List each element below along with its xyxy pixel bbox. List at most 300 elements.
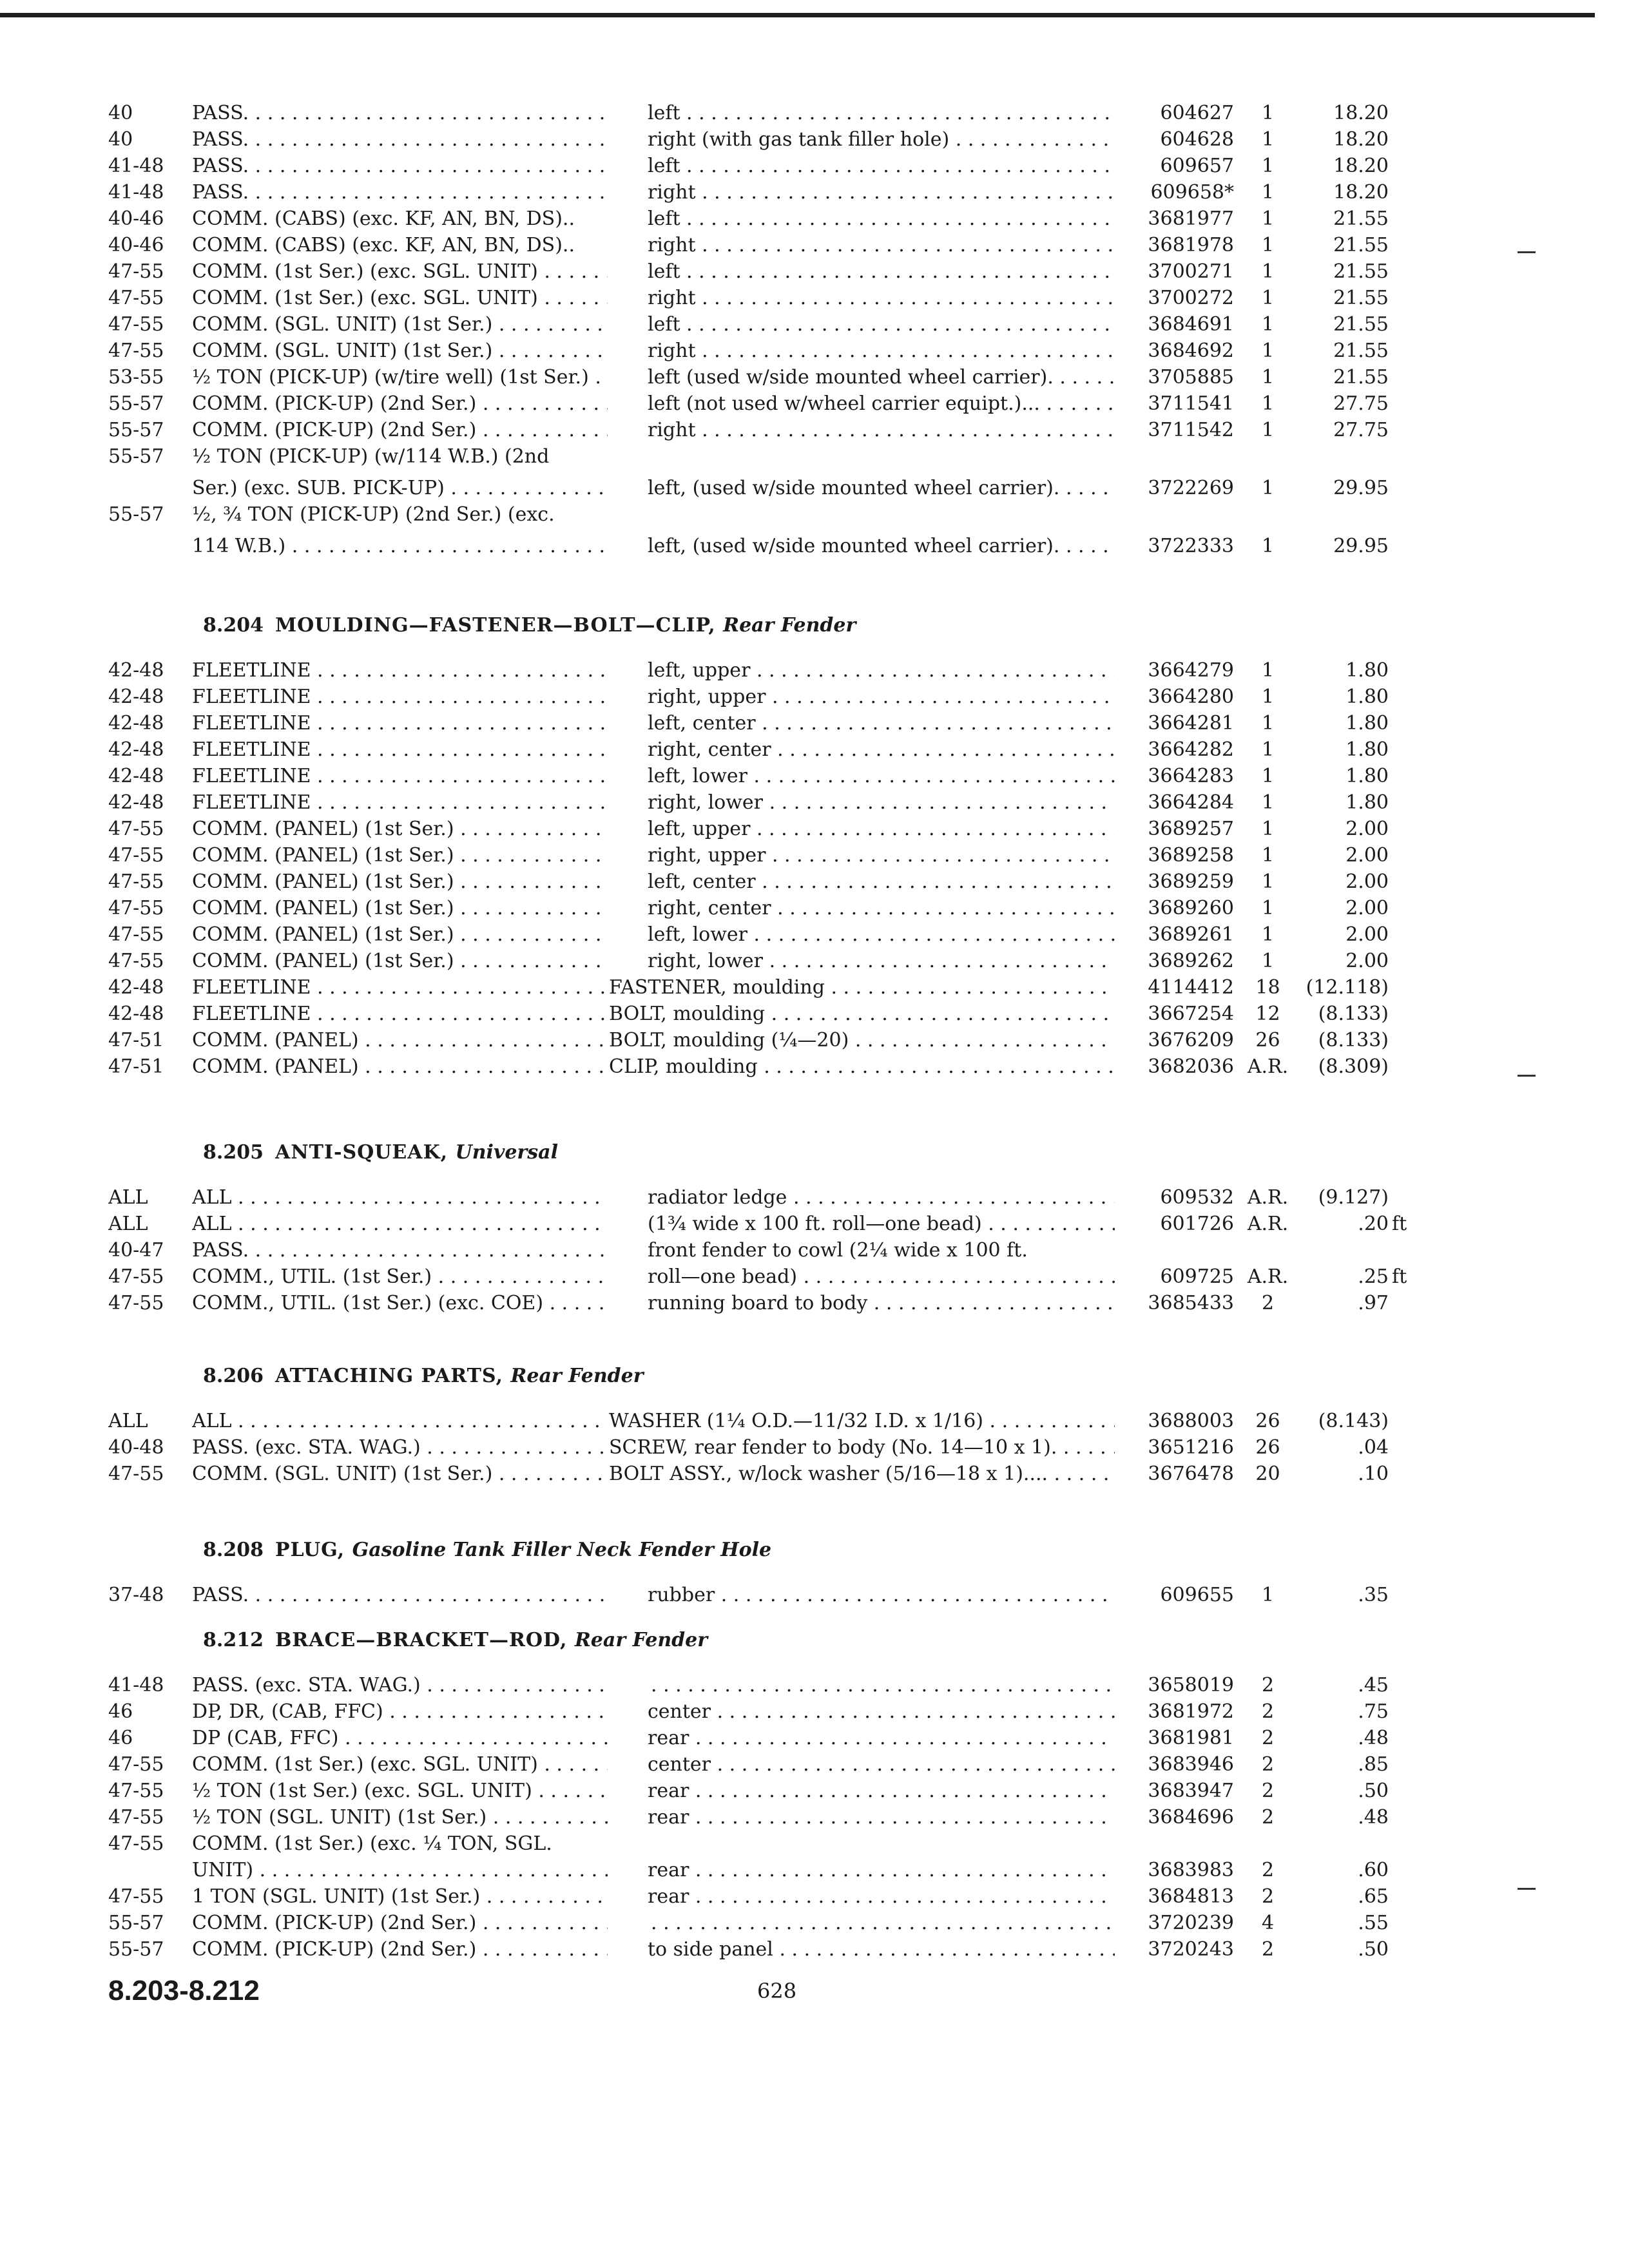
section-subtitle: Universal <box>455 1141 558 1164</box>
model-text: PASS. <box>192 181 249 204</box>
model-text: COMM. (PANEL) (1st Ser.) <box>192 923 454 946</box>
model-application <box>192 736 608 764</box>
leader-dots <box>454 818 608 840</box>
model-year: 55-57 <box>108 445 164 468</box>
price: .20 <box>1358 1213 1389 1235</box>
model-year: 47-55 <box>108 1885 164 1908</box>
description <box>648 657 1115 684</box>
model-text: DP (CAB, FFC) <box>192 1727 339 1749</box>
part-number: 3664284 <box>1148 791 1234 814</box>
model-text: PASS. <box>192 102 249 124</box>
model-application <box>192 684 608 711</box>
leader-dots <box>311 1003 608 1025</box>
model-text: 114 W.B.) <box>192 535 286 557</box>
quantity: 1 <box>1261 419 1275 441</box>
description <box>609 1408 1115 1435</box>
price: 1.80 <box>1345 791 1389 814</box>
quantity: 2 <box>1261 1859 1275 1881</box>
leader-dots <box>696 287 1115 309</box>
leader-dots <box>983 1410 1115 1432</box>
model-text: COMM. (PANEL) (1st Ser.) <box>192 870 454 893</box>
price-unit: ft <box>1392 1213 1407 1235</box>
table-row <box>0 206 1629 233</box>
description-text: right, center <box>648 738 771 761</box>
price: 2.00 <box>1345 818 1389 840</box>
description-text: center <box>648 1700 711 1723</box>
leader-dots <box>232 1410 608 1432</box>
description-text: left <box>648 102 680 124</box>
model-application <box>192 763 608 790</box>
table-row <box>0 763 1629 790</box>
description-text: CLIP, moulding <box>609 1055 758 1078</box>
model-year: 40 <box>108 102 133 124</box>
description-text: left, upper <box>648 659 751 682</box>
model-year: 47-55 <box>108 923 164 946</box>
model-year: ALL <box>108 1410 148 1432</box>
table-row <box>0 258 1629 285</box>
leader-dots <box>756 870 1115 893</box>
model-year: 47-55 <box>108 313 164 336</box>
model-text: PASS. <box>192 1584 249 1606</box>
description <box>651 1910 1115 1937</box>
leader-dots <box>766 844 1115 867</box>
price: 21.55 <box>1333 207 1389 230</box>
model-year: 47-55 <box>108 897 164 919</box>
price: 21.55 <box>1333 313 1389 336</box>
model-application <box>192 1725 608 1752</box>
section-title: ANTI-SQUEAK, <box>275 1141 448 1164</box>
table-row <box>0 657 1629 684</box>
quantity: 1 <box>1261 287 1275 309</box>
quantity: A.R. <box>1247 1186 1289 1209</box>
leader-dots <box>339 1727 608 1749</box>
model-application <box>192 1027 608 1054</box>
description <box>609 1461 1115 1488</box>
quantity: 4 <box>1261 1912 1275 1934</box>
leader-dots <box>766 686 1115 708</box>
leader-dots <box>680 207 1115 230</box>
description-text: rear <box>648 1780 689 1802</box>
description-text: roll—one bead) <box>648 1265 798 1288</box>
leader-dots <box>249 155 608 177</box>
leader-dots <box>454 844 608 867</box>
model-application <box>192 816 608 843</box>
leader-dots <box>849 1029 1115 1052</box>
model-application <box>192 1672 608 1699</box>
quantity: 2 <box>1261 1674 1275 1696</box>
part-number: 3722333 <box>1148 535 1234 557</box>
leader-dots <box>311 712 608 735</box>
table-row <box>0 390 1629 418</box>
part-number: 3658019 <box>1148 1674 1234 1696</box>
part-number: 3664279 <box>1148 659 1234 682</box>
part-number: 3683946 <box>1148 1753 1234 1776</box>
model-text: COMM. (1st Ser.) (exc. SGL. UNIT) <box>192 1753 538 1776</box>
model-text: ALL <box>192 1213 232 1235</box>
leader-dots <box>421 1436 608 1459</box>
table-row <box>0 501 1629 528</box>
section-heading <box>203 1537 771 1564</box>
description <box>648 1264 1115 1291</box>
model-application <box>192 948 608 975</box>
model-text: PASS. <box>192 1239 249 1262</box>
model-text: COMM. (PANEL) (1st Ser.) <box>192 950 454 972</box>
table-row <box>0 364 1629 391</box>
leader-dots <box>765 1003 1115 1025</box>
leader-dots <box>651 1674 1115 1696</box>
section-number: 8.205 <box>203 1141 264 1164</box>
leader-dots <box>249 102 608 124</box>
leader-dots <box>771 897 1115 919</box>
quantity: 1 <box>1261 686 1275 708</box>
description-text: right (with gas tank filler hole) <box>648 128 950 151</box>
part-number: 3711542 <box>1148 419 1234 441</box>
description-text: left <box>648 155 680 177</box>
model-application <box>192 390 608 418</box>
leader-dots <box>689 1780 1115 1802</box>
section-subtitle: Rear Fender <box>510 1365 644 1387</box>
leader-dots <box>750 818 1115 840</box>
leader-dots <box>538 287 608 309</box>
leader-dots <box>773 1938 1115 1961</box>
model-text: FLEETLINE <box>192 791 311 814</box>
description <box>648 816 1115 843</box>
model-year: ALL <box>108 1213 148 1235</box>
quantity: 1 <box>1261 897 1275 919</box>
margin-mark <box>1518 1888 1536 1890</box>
quantity: 1 <box>1261 102 1275 124</box>
model-year: 55-57 <box>108 1938 164 1961</box>
description-text: center <box>648 1753 711 1776</box>
model-text: COMM. (PICK-UP) (2nd Ser.) <box>192 392 477 415</box>
model-text: COMM. (SGL. UNIT) (1st Ser.) <box>192 340 493 362</box>
price-unit: ft <box>1392 1265 1407 1288</box>
part-number: 3689262 <box>1148 950 1234 972</box>
leader-dots <box>476 392 608 415</box>
model-text: PASS. (exc. STA. WAG.) <box>192 1674 421 1696</box>
table-row <box>0 1237 1629 1264</box>
table-row <box>0 1936 1629 1963</box>
description <box>648 842 1115 869</box>
description-text: left, (used w/side mounted wheel carrier). <box>648 535 1060 557</box>
leader-dots <box>432 1265 608 1288</box>
description <box>648 390 1115 418</box>
section-subtitle: Gasoline Tank Filler Neck Fender Hole <box>352 1539 772 1561</box>
leader-dots <box>787 1186 1115 1209</box>
section-number: 8.208 <box>203 1539 264 1561</box>
leader-dots <box>1040 392 1115 415</box>
model-application <box>192 417 608 444</box>
table-row <box>0 789 1629 816</box>
table-row <box>0 1778 1629 1805</box>
part-number: 3722269 <box>1148 477 1234 499</box>
description <box>648 475 1115 502</box>
table-row <box>0 1290 1629 1317</box>
part-number: 3700271 <box>1148 260 1234 283</box>
leader-dots <box>589 366 608 389</box>
description-text: rear <box>648 1885 689 1908</box>
model-year: 47-55 <box>108 340 164 362</box>
quantity: 1 <box>1261 313 1275 336</box>
model-year: 55-57 <box>108 392 164 415</box>
quantity: 1 <box>1261 181 1275 204</box>
model-application <box>192 1751 608 1778</box>
table-row <box>0 1264 1629 1291</box>
price: .48 <box>1358 1806 1389 1829</box>
part-number: 3664281 <box>1148 712 1234 735</box>
model-year: 47-55 <box>108 1753 164 1776</box>
table-row <box>0 948 1629 975</box>
description <box>648 258 1115 285</box>
description <box>648 232 1115 259</box>
description <box>648 417 1115 444</box>
leader-dots <box>949 128 1115 151</box>
leader-dots <box>651 1912 1115 1934</box>
model-application <box>192 921 608 948</box>
part-number: 601726 <box>1160 1213 1234 1235</box>
model-year: 47-55 <box>108 1292 164 1314</box>
part-number: 3682036 <box>1148 1055 1234 1078</box>
description <box>648 1237 1115 1264</box>
price: 29.95 <box>1333 535 1389 557</box>
description <box>648 285 1115 312</box>
table-row <box>0 1211 1629 1238</box>
leader-dots <box>492 1463 608 1485</box>
quantity: 1 <box>1261 535 1275 557</box>
model-year: 40-47 <box>108 1239 164 1262</box>
leader-dots <box>689 1859 1115 1881</box>
description <box>651 1672 1115 1699</box>
description <box>648 338 1115 365</box>
price: .50 <box>1358 1938 1389 1961</box>
model-text: ½ TON (1st Ser.) (exc. SGL. UNIT) <box>192 1780 532 1802</box>
leader-dots <box>311 791 608 814</box>
model-year: 42-48 <box>108 1003 164 1025</box>
model-text: COMM. (PICK-UP) (2nd Ser.) <box>192 1912 477 1934</box>
model-application <box>192 1910 608 1937</box>
price: 27.75 <box>1333 419 1389 441</box>
part-number: 3664280 <box>1148 686 1234 708</box>
quantity: 1 <box>1261 207 1275 230</box>
model-application <box>192 364 608 391</box>
leader-dots <box>538 260 608 283</box>
model-text: DP, DR, (CAB, FFC) <box>192 1700 383 1723</box>
leader-dots <box>285 535 608 557</box>
part-number: 604628 <box>1160 128 1234 151</box>
price: (9.127) <box>1318 1186 1389 1209</box>
description-text: BOLT ASSY., w/lock washer (5/16—18 x 1).... <box>609 1463 1048 1485</box>
table-row <box>0 1883 1629 1910</box>
leader-dots <box>763 791 1115 814</box>
part-number: 3689261 <box>1148 923 1234 946</box>
price: .60 <box>1358 1859 1389 1881</box>
quantity: A.R. <box>1247 1055 1289 1078</box>
price: 2.00 <box>1345 923 1389 946</box>
leader-dots <box>696 419 1115 441</box>
model-application <box>192 1434 608 1461</box>
quantity: 2 <box>1261 1727 1275 1749</box>
quantity: 1 <box>1261 155 1275 177</box>
part-number: 3664283 <box>1148 765 1234 787</box>
price: .75 <box>1358 1700 1389 1723</box>
quantity: 1 <box>1261 818 1275 840</box>
table-row <box>0 1751 1629 1778</box>
section-subtitle: Rear Fender <box>723 614 856 637</box>
part-number: 3711541 <box>1148 392 1234 415</box>
leader-dots <box>680 313 1115 336</box>
price: .85 <box>1358 1753 1389 1776</box>
model-application <box>192 1857 608 1884</box>
part-number: 3684692 <box>1148 340 1234 362</box>
leader-dots <box>476 1938 608 1961</box>
leader-dots <box>689 1885 1115 1908</box>
model-application <box>192 258 608 285</box>
quantity: 1 <box>1261 712 1275 735</box>
model-year: 47-55 <box>108 1806 164 1829</box>
model-text: COMM., UTIL. (1st Ser.) (exc. COE) <box>192 1292 544 1314</box>
model-application <box>192 1582 608 1609</box>
section-number: 8.212 <box>203 1629 264 1651</box>
table-row <box>0 869 1629 896</box>
model-text: COMM., UTIL. (1st Ser.) <box>192 1265 432 1288</box>
model-year: 41-48 <box>108 181 164 204</box>
model-year: 47-55 <box>108 287 164 309</box>
price: 1.80 <box>1345 659 1389 682</box>
table-row <box>0 311 1629 338</box>
description-text: right, lower <box>648 950 764 972</box>
leader-dots <box>480 1885 608 1908</box>
model-year: ALL <box>108 1186 148 1209</box>
model-text: COMM. (1st Ser.) (exc. ¼ TON, SGL. <box>192 1832 552 1855</box>
description-text: SCREW, rear fender to body (No. 14—10 x 1). <box>609 1436 1057 1459</box>
model-application <box>192 1053 608 1081</box>
leader-dots <box>454 923 608 946</box>
section-range: 8.203-8.212 <box>108 1975 260 2006</box>
leader-dots <box>249 181 608 204</box>
leader-dots <box>711 1700 1115 1723</box>
leader-dots <box>249 1584 608 1606</box>
model-application <box>192 1184 608 1211</box>
table-row <box>0 1001 1629 1028</box>
table-row <box>0 1698 1629 1725</box>
part-number: 3684691 <box>1148 313 1234 336</box>
model-application <box>192 475 608 502</box>
price: 18.20 <box>1333 155 1389 177</box>
description-text: running board to body <box>648 1292 868 1314</box>
description-text: right, upper <box>648 686 766 708</box>
description-text: left <box>648 207 680 230</box>
table-row <box>0 179 1629 206</box>
quantity: 1 <box>1261 477 1275 499</box>
description-text: radiator ledge <box>648 1186 787 1209</box>
leader-dots <box>232 1186 608 1209</box>
description-text: right, lower <box>648 791 764 814</box>
table-row <box>0 684 1629 711</box>
model-application <box>192 443 608 470</box>
model-year: 42-48 <box>108 765 164 787</box>
description-text: left (used w/side mounted wheel carrier). <box>648 366 1054 389</box>
table-row <box>0 921 1629 948</box>
leader-dots <box>1059 535 1115 557</box>
model-year: 42-48 <box>108 738 164 761</box>
model-year: 55-57 <box>108 503 164 526</box>
leader-dots <box>1048 1463 1115 1485</box>
table-row <box>0 285 1629 312</box>
model-application <box>192 179 608 206</box>
leader-dots <box>696 181 1115 204</box>
price: 21.55 <box>1333 234 1389 256</box>
description <box>648 100 1115 127</box>
section-heading <box>203 1627 708 1654</box>
table-row <box>0 710 1629 737</box>
price: 1.80 <box>1345 712 1389 735</box>
description <box>648 789 1115 816</box>
description <box>648 179 1115 206</box>
leader-dots <box>711 1753 1115 1776</box>
description-text: left, center <box>648 712 756 735</box>
quantity: 2 <box>1261 1753 1275 1776</box>
model-year: 42-48 <box>108 712 164 735</box>
page-number: 628 <box>757 1979 797 2003</box>
leader-dots <box>825 976 1115 999</box>
model-application <box>192 1831 608 1858</box>
price: 18.20 <box>1333 102 1389 124</box>
table-row <box>0 475 1629 502</box>
price: (8.309) <box>1318 1055 1389 1078</box>
description <box>609 1027 1115 1054</box>
table-row <box>0 1053 1629 1081</box>
part-number: 609532 <box>1160 1186 1234 1209</box>
leader-dots <box>543 1292 608 1314</box>
leader-dots <box>311 976 608 999</box>
quantity: 1 <box>1261 738 1275 761</box>
model-text: ½, ¾ TON (PICK-UP) (2nd Ser.) (exc. <box>192 503 555 526</box>
leader-dots <box>689 1806 1115 1829</box>
model-application <box>192 206 608 233</box>
part-number: 3681972 <box>1148 1700 1234 1723</box>
description-text: right <box>648 340 696 362</box>
table-row <box>0 816 1629 843</box>
leader-dots <box>680 260 1115 283</box>
leader-dots <box>532 1780 608 1802</box>
price: .55 <box>1358 1912 1389 1934</box>
price: 18.20 <box>1333 128 1389 151</box>
table-row <box>0 153 1629 180</box>
part-number: 3683983 <box>1148 1859 1234 1881</box>
section-heading <box>203 1139 558 1166</box>
description-text: front fender to cowl (2¼ wide x 100 ft. <box>648 1239 1028 1262</box>
model-text: FLEETLINE <box>192 686 311 708</box>
section-heading <box>203 612 856 639</box>
price: 1.80 <box>1345 765 1389 787</box>
model-application <box>192 974 608 1001</box>
model-text: COMM. (PANEL) (1st Ser.) <box>192 897 454 919</box>
quantity: 1 <box>1261 791 1275 814</box>
description-text: left <box>648 313 680 336</box>
model-text: FLEETLINE <box>192 712 311 735</box>
model-application <box>192 533 608 560</box>
leader-dots <box>696 340 1115 362</box>
description-text: right <box>648 287 696 309</box>
leader-dots <box>797 1265 1115 1288</box>
model-application <box>192 126 608 153</box>
quantity: 1 <box>1261 923 1275 946</box>
model-application <box>192 1461 608 1488</box>
model-application <box>192 501 608 528</box>
leader-dots <box>311 765 608 787</box>
price: 1.80 <box>1345 738 1389 761</box>
description <box>609 974 1115 1001</box>
